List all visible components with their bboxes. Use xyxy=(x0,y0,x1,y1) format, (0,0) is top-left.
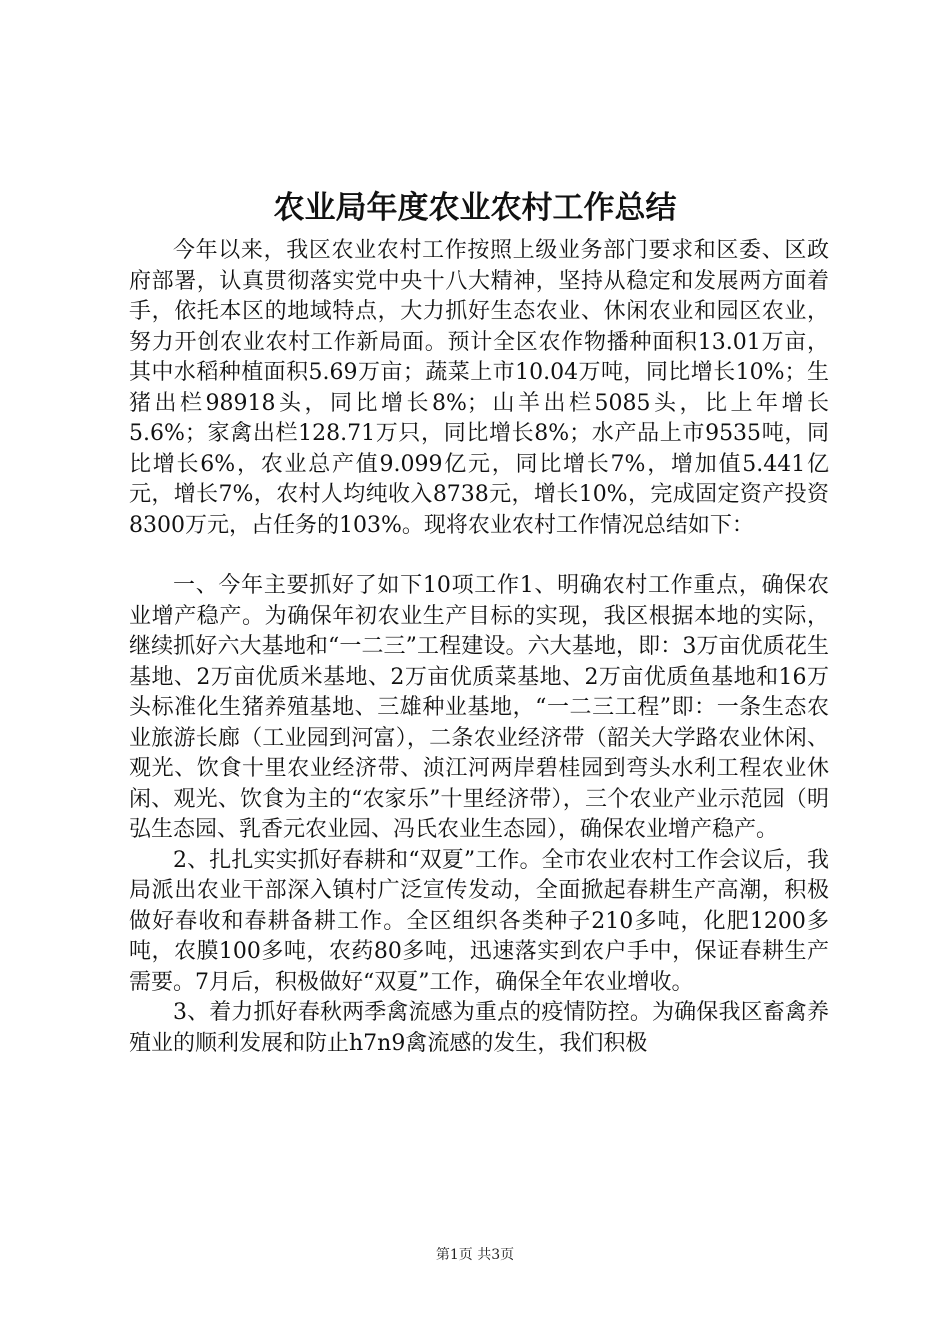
document-body xyxy=(129,236,829,1059)
page-number-footer: 第1页 共3页 xyxy=(435,1247,515,1263)
paragraph-intro: 今年以来，我区农业农村工作按照上级业务部门要求和区委、区政府部署，认真贯彻落实党中央十八大精神，坚持从稳定和发展两方面着手，依托本区的地域特点，大力抓好生态农业、休闲农业和园区农业，努力开创农业农村工作新局面。预计全区农作物播种面积13.01万亩，其中水稻种植面积5.69万亩；蔬菜上市10.04万吨，同比增长10%；生猪出栏98918头，同比增长8%；山羊出栏5085头，比上年增长5.6%；家禽出栏128.71万只，同比增长8%；水产品上市9535吨，同比增长6%，农业总产值9.099亿元，同比增长7%，增加值5.441亿元，增长7%，农村人均纯收入8738元，增长10%，完成固定资产投资8300万元，占任务的103%。现将农业农村工作情况总结如下： xyxy=(129,238,829,538)
paragraph-section-3: 3、着力抓好春秋两季禽流感为重点的疫情防控。为确保我区畜禽养殖业的顺利发展和防止h7n9禽流感的发生，我们积极 xyxy=(129,1000,829,1056)
paragraph-section-1: 一、今年主要抓好了如下10项工作1、明确农村工作重点，确保农业增产稳产。为确保年初农业生产目标的实现，我区根据本地的实际，继续抓好六大基地和“一二三”工程建设。六大基地，即：3万亩优质花生基地、2万亩优质米基地、2万亩优质菜基地、2万亩优质鱼基地和16万头标准化生猪养殖基地、三雄种业基地，“一二三工程”即：一条生态农业旅游长廊（工业园到河富），二条农业经济带（韶关大学路农业休闲、观光、饮食十里农业经济带、浈江河两岸碧桂园到弯头水利工程农业休闲、观光、饮食为主的“农家乐”十里经济带），三个农业产业示范园（明弘生态园、乳香元农业园、冯氏农业生态园），确保农业增产稳产。 xyxy=(129,573,829,842)
paragraph-section-2: 2、扎扎实实抓好春耕和“双夏”工作。全市农业农村工作会议后，我局派出农业干部深入镇村广泛宣传发动，全面掀起春耕生产高潮，积极做好春收和春耕备耕工作。全区组织各类种子210多吨，化肥1200多吨，农膜100多吨，农药80多吨，迅速落实到农户手中，保证春耕生产需要。7月后，积极做好“双夏”工作，确保全年农业增收。 xyxy=(129,847,829,995)
paragraph-spacer xyxy=(129,541,829,571)
document-title: 农业局年度农业农村工作总结 xyxy=(273,190,677,226)
